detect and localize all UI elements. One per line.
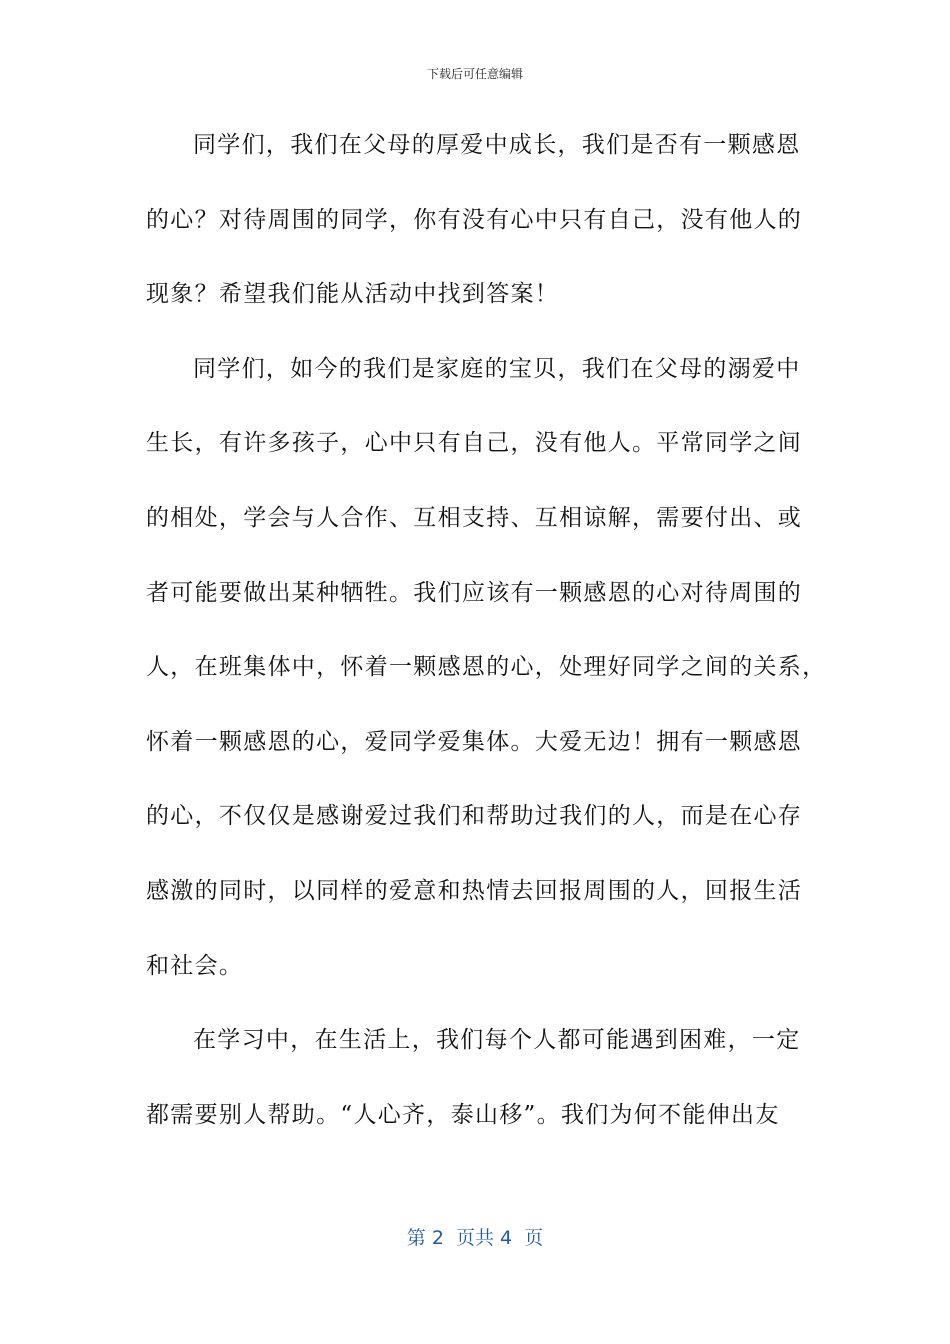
document-body: [146, 124, 827, 1168]
text-line: 同学们，如今的我们是家庭的宝贝，我们在父母的溺爱中: [193, 355, 801, 382]
text-line: 人，在班集体中，怀着一颗感恩的心，处理好同学之间的关系，: [146, 654, 827, 681]
page-number-footer: 第 2 页共 4 页: [406, 1227, 544, 1249]
text-line: 都需要别人帮助。“人心齐，泰山移”。我们为何不能伸出友: [146, 1101, 780, 1128]
text-line: 在学习中，在生活上，我们每个人都可能遇到困难，一定: [193, 1027, 801, 1054]
text-line: 的心？对待周围的同学，你有没有心中只有自己，没有他人的: [146, 206, 803, 233]
text-line: 怀着一颗感恩的心，爱同学爱集体。大爱无边！拥有一颗感恩: [146, 728, 803, 755]
text-line: 同学们，我们在父母的厚爱中成长，我们是否有一颗感恩: [193, 132, 801, 158]
text-line: 的心，不仅仅是感谢爱过我们和帮助过我们的人，而是在心存: [146, 803, 803, 830]
page-header: 下载后可任意编辑: [426, 67, 523, 81]
text-line: 的相处，学会与人合作、互相支持、互相谅解，需要付出、或: [146, 504, 803, 531]
text-line: 和社会。: [146, 952, 244, 979]
text-line: 现象？希望我们能从活动中找到答案！: [146, 281, 560, 308]
text-line: 生长，有许多孩子，心中只有自己，没有他人。平常同学之间: [146, 430, 803, 457]
text-line: 者可能要做出某种牺牲。我们应该有一颗感恩的心对待周围的: [146, 579, 803, 606]
text-line: 感激的同时，以同样的爱意和热情去回报周围的人，回报生活: [146, 877, 803, 904]
